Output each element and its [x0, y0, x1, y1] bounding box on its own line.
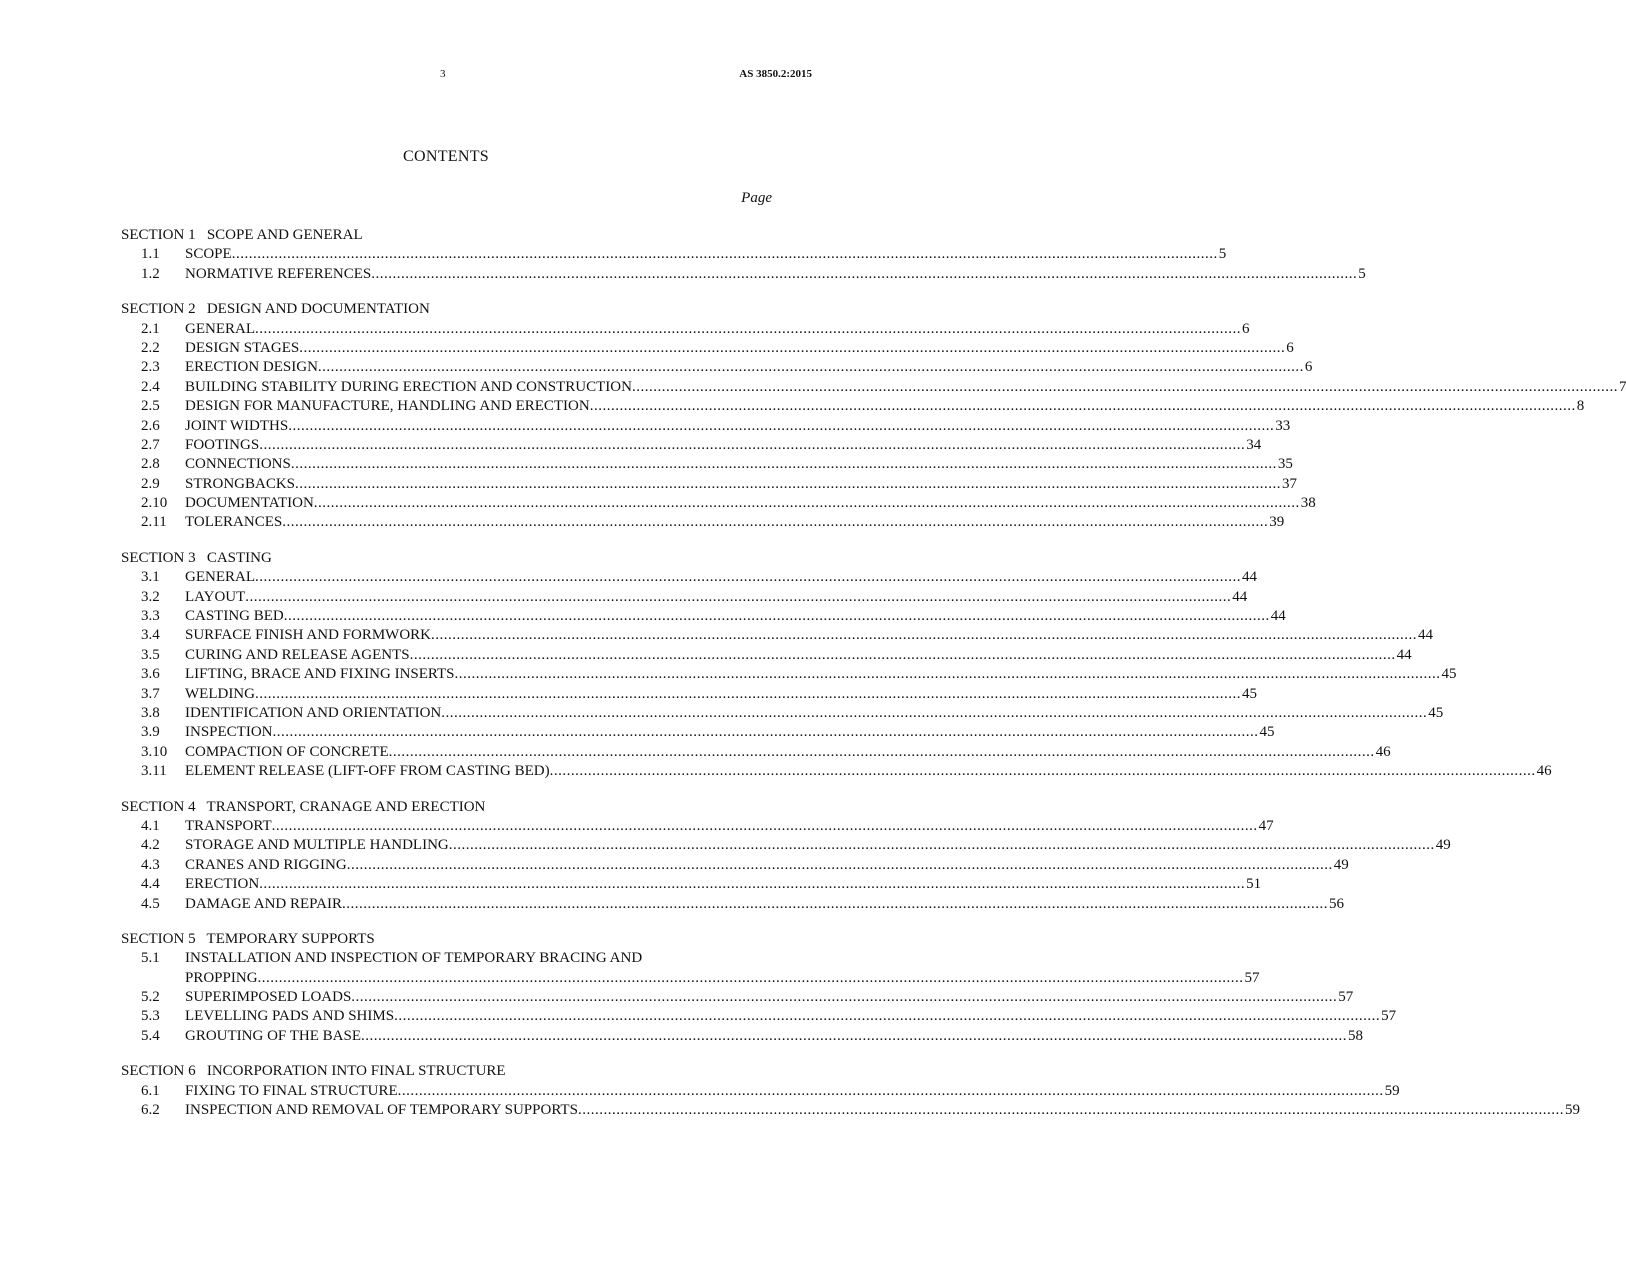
toc-entry[interactable]: [121, 320, 1250, 339]
table-of-contents: [121, 226, 1626, 1136]
dot-leader: [288, 417, 1274, 436]
clause-number: 5.3: [141, 1008, 160, 1025]
clause-title: NORMATIVE REFERENCES: [185, 265, 372, 282]
clause-title: ELEMENT RELEASE (LIFT-OFF FROM CASTING BED): [185, 763, 550, 780]
toc-entry[interactable]: [121, 265, 1366, 284]
standard-identifier: AS 3850.2:2015: [739, 68, 812, 80]
clause-number: 3.1: [141, 569, 160, 586]
page-number-ref: 6: [1242, 320, 1250, 337]
toc-entry[interactable]: [121, 494, 1316, 513]
toc-entry[interactable]: [121, 988, 1354, 1007]
clause-title: DESIGN FOR MANUFACTURE, HANDLING AND ERECTION: [185, 398, 590, 415]
clause-number: 2.8: [141, 456, 160, 473]
page-number-ref: 46: [1375, 743, 1391, 760]
toc-entry[interactable]: [121, 685, 1257, 704]
section-heading[interactable]: SECTION 5 TEMPORARY SUPPORTS: [121, 930, 375, 947]
clause-title: TRANSPORT: [185, 817, 272, 834]
clause-title: GENERAL: [185, 569, 255, 586]
toc-entry[interactable]: [121, 378, 1626, 397]
toc-entry[interactable]: [121, 856, 1349, 875]
dot-leader: [449, 836, 1435, 855]
clause-title: DESIGN STAGES: [185, 339, 300, 356]
clause-title: FOOTINGS: [185, 436, 260, 453]
dot-leader: [578, 1101, 1564, 1120]
dot-leader: [550, 762, 1536, 781]
clause-title: CASTING BED: [185, 608, 284, 625]
clause-title: GROUTING OF THE BASE: [185, 1027, 361, 1044]
dot-leader: [410, 646, 1396, 665]
toc-section: [121, 930, 1397, 1046]
page-number-ref: 59: [1384, 1082, 1400, 1099]
clause-title: PROPPING: [185, 969, 258, 986]
toc-entry[interactable]: [121, 1027, 1363, 1046]
clause-number: 2.9: [141, 475, 160, 492]
page-number-ref: 59: [1564, 1102, 1580, 1119]
page-number-ref: 44: [1396, 646, 1412, 663]
page-number-ref: 44: [1270, 608, 1286, 625]
clause-number: 2.2: [141, 339, 160, 356]
toc-entry[interactable]: [121, 436, 1262, 455]
page-number-ref: 5: [1218, 246, 1227, 263]
clause-title: LIFTING, BRACE AND FIXING INSERTS: [185, 666, 455, 683]
dot-leader: [273, 723, 1259, 742]
page-number-ref: 49: [1333, 856, 1349, 873]
dot-leader: [314, 494, 1300, 513]
clause-number: 2.5: [141, 398, 160, 415]
clause-title: CONNECTIONS: [185, 456, 291, 473]
dot-leader: [632, 378, 1618, 397]
clause-number: 5.1: [141, 950, 160, 967]
dot-leader: [299, 339, 1285, 358]
section-heading[interactable]: SECTION 6 INCORPORATION INTO FINAL STRUCTURE: [121, 1063, 506, 1080]
section-heading[interactable]: SECTION 4 TRANSPORT, CRANAGE AND ERECTION: [121, 798, 486, 815]
clause-number: 2.4: [141, 378, 160, 395]
toc-entry[interactable]: [121, 626, 1434, 645]
page-number-ref: 45: [1428, 704, 1444, 721]
page-number-ref: 34: [1246, 436, 1262, 453]
clause-number: 3.11: [141, 763, 167, 780]
page-number-ref: 6: [1304, 359, 1313, 376]
clause-title: WELDING: [185, 685, 255, 702]
toc-entry[interactable]: [121, 1007, 1397, 1026]
dot-leader: [389, 743, 1375, 762]
toc-entry[interactable]: [121, 397, 1585, 416]
page-number-ref: 56: [1328, 895, 1344, 912]
dot-leader: [318, 358, 1304, 377]
clause-title: TOLERANCES: [185, 514, 283, 531]
page-number-ref: 33: [1275, 417, 1291, 434]
toc-entry[interactable]: [121, 836, 1451, 855]
dot-leader: [371, 265, 1357, 284]
clause-number: 2.1: [141, 320, 160, 337]
toc-entry[interactable]: [121, 568, 1257, 587]
section-heading[interactable]: SECTION 2 DESIGN AND DOCUMENTATION: [121, 301, 430, 318]
toc-entry[interactable]: [121, 607, 1286, 626]
clause-number: 3.2: [141, 588, 160, 605]
section-heading[interactable]: SECTION 1 SCOPE AND GENERAL: [121, 227, 363, 243]
dot-leader: [255, 568, 1241, 587]
toc-entry[interactable]: [121, 358, 1313, 377]
clause-number: 4.1: [141, 817, 160, 834]
toc-entry[interactable]: [121, 1101, 1580, 1120]
toc-entry[interactable]: [121, 817, 1274, 836]
dot-leader: [590, 397, 1576, 416]
clause-number: 2.3: [141, 359, 160, 376]
dot-leader: [351, 988, 1337, 1007]
dot-leader: [258, 969, 1244, 988]
page-number-ref: 45: [1441, 666, 1457, 683]
toc-entry[interactable]: [121, 245, 1227, 264]
dot-leader: [259, 875, 1245, 894]
clause-number: 3.6: [141, 666, 160, 683]
clause-number: 2.7: [141, 436, 160, 453]
page-number-ref: 7: [1618, 378, 1626, 395]
clause-number: 4.4: [141, 876, 160, 893]
dot-leader: [342, 895, 1328, 914]
clause-number: 4.2: [141, 837, 160, 854]
page-number-ref: 39: [1269, 514, 1285, 531]
clause-number: 4.3: [141, 856, 160, 873]
page-number-ref: 45: [1241, 685, 1257, 702]
dot-leader: [431, 626, 1417, 645]
clause-title: SURFACE FINISH AND FORMWORK: [185, 627, 432, 644]
toc-entry[interactable]: [121, 665, 1457, 684]
page-column-label: Page: [741, 190, 772, 206]
toc-entry[interactable]: [121, 762, 1552, 781]
toc-section: [121, 549, 1552, 782]
toc-entry[interactable]: [121, 417, 1291, 436]
clause-title: DOCUMENTATION: [185, 495, 314, 512]
page-number-ref: 44: [1242, 569, 1257, 586]
clause-title: INSPECTION: [185, 724, 273, 741]
page-number-ref: 57: [1244, 969, 1260, 986]
dot-leader: [284, 607, 1270, 626]
toc-entry[interactable]: [121, 743, 1391, 762]
dot-leader: [255, 320, 1241, 339]
clause-number: 3.8: [141, 704, 160, 721]
clause-number: 3.4: [141, 627, 160, 644]
toc-entry[interactable]: [121, 646, 1412, 665]
clause-number: 2.11: [141, 514, 167, 531]
dot-leader: [441, 704, 1427, 723]
clause-number: 6.1: [141, 1082, 160, 1099]
toc-entry[interactable]: [121, 1082, 1400, 1101]
toc-entry[interactable]: [121, 513, 1285, 532]
clause-number: 2.10: [141, 495, 168, 512]
page-number-ref: 49: [1435, 837, 1451, 854]
page-number-ref: 35: [1277, 456, 1293, 473]
clause-title: INSPECTION AND REMOVAL OF TEMPORARY SUPPORTS: [185, 1102, 578, 1119]
contents-title: CONTENTS: [403, 148, 489, 165]
clause-title: ERECTION DESIGN: [185, 359, 318, 376]
clause-title: SUPERIMPOSED LOADS: [185, 989, 352, 1006]
toc-section: [121, 226, 1366, 284]
page-number-ref: 57: [1381, 1008, 1397, 1025]
page-number-ref: 6: [1286, 339, 1294, 356]
clause-title: LEVELLING PADS AND SHIMS: [185, 1008, 395, 1025]
clause-title: FIXING TO FINAL STRUCTURE: [185, 1082, 398, 1099]
clause-title: CURING AND RELEASE AGENTS: [185, 646, 410, 663]
page-number-ref: 47: [1258, 817, 1274, 834]
page-number-ref: 51: [1246, 876, 1262, 893]
dot-leader: [361, 1027, 1347, 1046]
clause-title: IDENTIFICATION AND ORIENTATION: [185, 704, 442, 721]
clause-title: DAMAGE AND REPAIR: [185, 895, 342, 912]
toc-entry[interactable]: [121, 339, 1294, 358]
toc-entry[interactable]: [121, 895, 1344, 914]
page-number: 3: [440, 68, 446, 80]
clause-title: COMPACTION OF CONCRETE: [185, 743, 389, 760]
clause-title: INSTALLATION AND INSPECTION OF TEMPORARY BRACING AND: [185, 950, 643, 967]
clause-number: 3.5: [141, 646, 160, 663]
dot-leader: [272, 817, 1258, 836]
clause-title: STRONGBACKS: [185, 475, 296, 492]
dot-leader: [259, 436, 1245, 455]
clause-number: 3.7: [141, 685, 160, 702]
toc-section: [121, 300, 1626, 533]
clause-number: 3.3: [141, 608, 160, 625]
page-number-ref: 44: [1232, 588, 1248, 605]
toc-entry[interactable]: [121, 723, 1275, 742]
page-number-ref: 5: [1358, 265, 1366, 282]
section-heading[interactable]: SECTION 3 CASTING: [121, 549, 272, 566]
clause-title: CRANES AND RIGGING: [185, 856, 347, 873]
clause-number: 6.2: [141, 1102, 160, 1119]
page-number-ref: 44: [1418, 627, 1434, 644]
clause-number: 3.10: [141, 743, 168, 760]
clause-title: SCOPE: [185, 246, 232, 263]
dot-leader: [232, 245, 1218, 264]
toc-entry[interactable]: [121, 588, 1248, 607]
dot-leader: [245, 588, 1231, 607]
page-number-ref: 58: [1347, 1027, 1363, 1044]
page-number-ref: 57: [1338, 989, 1354, 1006]
dot-leader: [295, 475, 1281, 494]
dot-leader: [455, 665, 1441, 684]
clause-number: 4.5: [141, 895, 160, 912]
page-number-ref: 38: [1300, 495, 1316, 512]
clause-number: 5.2: [141, 989, 160, 1006]
toc-entry[interactable]: [121, 475, 1298, 494]
clause-title: BUILDING STABILITY DURING ERECTION AND CONSTRUCTION: [185, 378, 632, 395]
dot-leader: [398, 1082, 1384, 1101]
clause-number: 1.2: [141, 265, 160, 282]
page-number-ref: 45: [1259, 724, 1275, 741]
dot-leader: [347, 856, 1333, 875]
toc-entry[interactable]: [121, 875, 1262, 894]
clause-title: JOINT WIDTHS: [185, 417, 289, 434]
clause-title: LAYOUT: [185, 588, 246, 605]
dot-leader: [394, 1007, 1380, 1026]
clause-title: ERECTION: [185, 876, 260, 893]
clause-number: 1.1: [141, 246, 160, 263]
toc-entry[interactable]: [121, 949, 1260, 988]
clause-title: STORAGE AND MULTIPLE HANDLING: [185, 837, 449, 854]
dot-leader: [282, 513, 1268, 532]
toc-entry[interactable]: [121, 704, 1444, 723]
clause-number: 2.6: [141, 417, 160, 434]
dot-leader: [291, 455, 1277, 474]
dot-leader: [255, 685, 1241, 704]
toc-entry[interactable]: [121, 455, 1293, 474]
page-number-ref: 46: [1536, 763, 1552, 780]
page-number-ref: 37: [1282, 475, 1298, 492]
toc-section: [121, 1062, 1580, 1120]
clause-title: GENERAL: [185, 320, 255, 337]
page-number-ref: 8: [1576, 398, 1585, 415]
clause-number: 3.9: [141, 724, 160, 741]
toc-section: [121, 798, 1451, 914]
clause-number: 5.4: [141, 1027, 160, 1044]
